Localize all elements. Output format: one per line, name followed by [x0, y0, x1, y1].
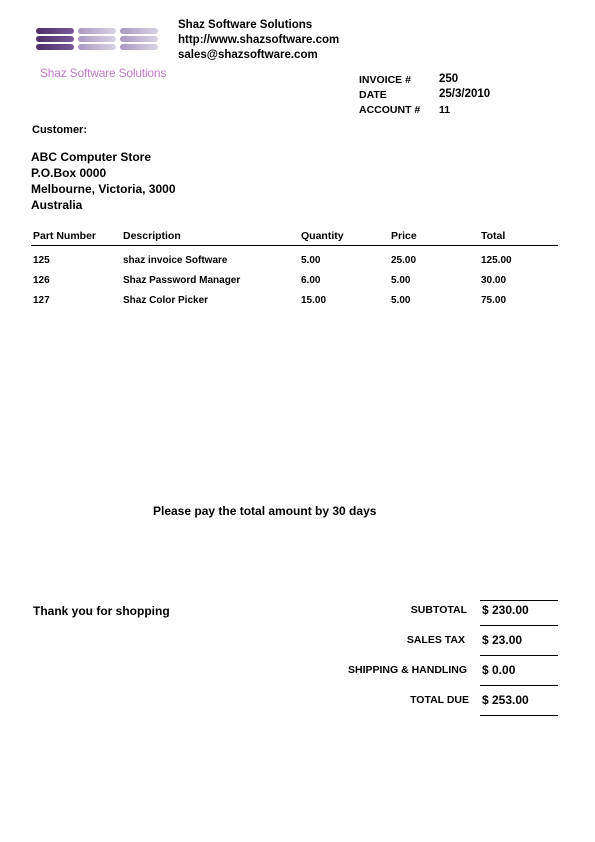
customer-address: [31, 149, 176, 213]
logo-text: Shaz Software Solutions: [40, 66, 167, 80]
totals-divider: [480, 600, 558, 601]
totals-divider: [480, 715, 558, 716]
column-header-description: Description: [123, 230, 181, 242]
company-name: Shaz Software Solutions: [178, 19, 313, 31]
part-number-cell: 126: [33, 275, 50, 286]
invoice-number-label: INVOICE #: [359, 74, 411, 86]
thank-you-message: Thank you for shopping: [33, 604, 170, 618]
company-email[interactable]: sales@shazsoftware.com: [178, 49, 318, 61]
sss-logo-mark: [36, 24, 162, 54]
price-cell: 5.00: [391, 295, 411, 306]
quantity-cell: 6.00: [301, 275, 321, 286]
total-cell: 125.00: [481, 255, 512, 266]
invoice-number: 250: [439, 73, 459, 85]
price-cell: 5.00: [391, 275, 411, 286]
company-logo: [36, 24, 166, 80]
quantity-cell: 5.00: [301, 255, 321, 266]
total-cell: 30.00: [481, 275, 507, 286]
column-header-price: Price: [391, 230, 417, 242]
description-cell: shaz invoice Software: [123, 255, 228, 266]
sales-tax-label: SALES TAX: [406, 634, 465, 646]
sales-tax-value: $ 23.00: [482, 633, 523, 647]
customer-address-line: P.O.Box 0000: [31, 166, 107, 180]
company-info: [178, 18, 339, 63]
description-cell: Shaz Password Manager: [123, 275, 241, 286]
customer-address-line: Melbourne, Victoria, 3000: [31, 182, 176, 196]
table-header-divider: [31, 245, 558, 246]
column-header-total: Total: [481, 230, 506, 242]
subtotal-value: $ 230.00: [482, 603, 529, 617]
shipping-value: $ 0.00: [482, 663, 516, 677]
totals-divider: [480, 655, 558, 656]
column-header-part-number: Part Number: [33, 230, 97, 242]
part-number-cell: 127: [33, 295, 50, 306]
totals-divider: [480, 685, 558, 686]
total-due-label: TOTAL DUE: [410, 694, 469, 706]
quantity-cell: 15.00: [301, 295, 327, 306]
totals-divider: [480, 625, 558, 626]
total-due-value: $ 253.00: [482, 693, 529, 707]
payment-notice: Please pay the total amount by 30 days: [153, 504, 377, 518]
customer-address-line: Australia: [31, 198, 83, 212]
subtotal-label: SUBTOTAL: [410, 604, 467, 616]
customer-label: Customer:: [32, 124, 88, 136]
account-number: 11: [439, 104, 451, 116]
part-number-cell: 125: [33, 255, 50, 266]
column-header-quantity: Quantity: [301, 230, 344, 242]
company-website[interactable]: http://www.shazsoftware.com: [178, 34, 340, 46]
invoice-date: 25/3/2010: [439, 88, 491, 100]
customer-address-line: ABC Computer Store: [31, 150, 152, 164]
shipping-label: SHIPPING & HANDLING: [347, 664, 467, 676]
invoice-date-label: DATE: [359, 89, 387, 101]
description-cell: Shaz Color Picker: [123, 295, 209, 306]
price-cell: 25.00: [391, 255, 417, 266]
total-cell: 75.00: [481, 295, 507, 306]
account-number-label: ACCOUNT #: [359, 104, 421, 116]
